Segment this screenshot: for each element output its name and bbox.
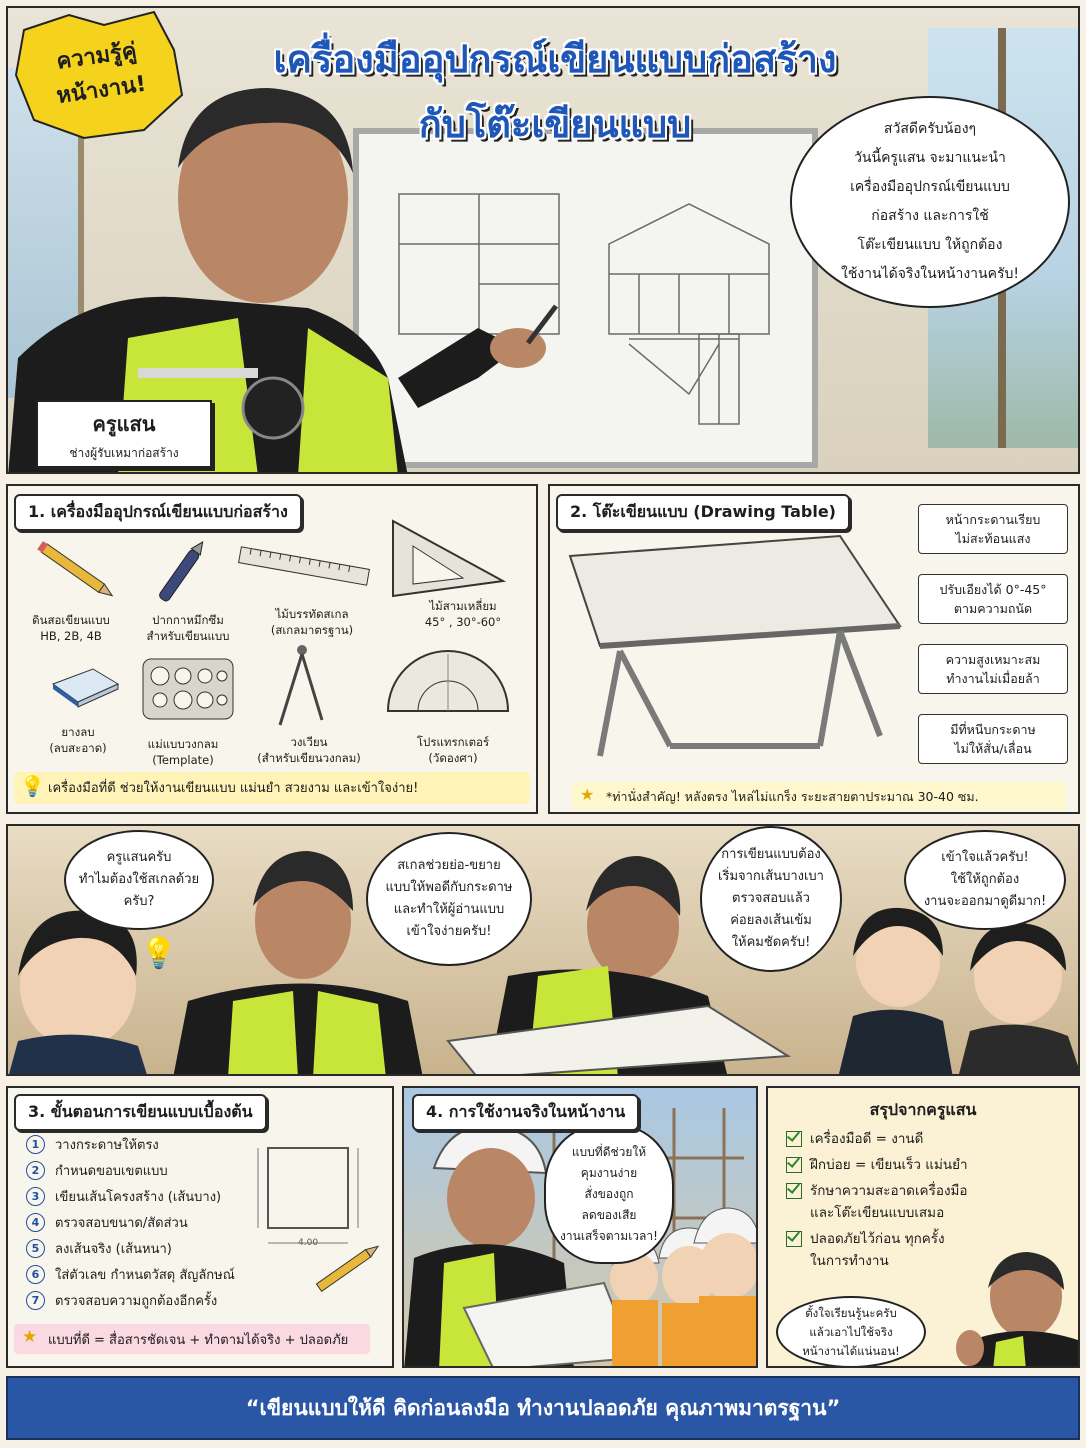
ink-pen-icon [148, 531, 218, 611]
step-number-1: 1 [26, 1135, 45, 1154]
footer-quote: “เขียนแบบให้ดี คิดก่อนลงมือ ทำงานปลอดภัย คุณภาพมาตรฐาน” [245, 1395, 841, 1420]
tool-label-template: แม่แบบวงกลม (Template) [147, 737, 219, 767]
table-note-1: หน้ากระดานเรียบ ไม่สะท้อนแสง [918, 504, 1068, 554]
check-icon [786, 1231, 802, 1247]
summary-item-2 [786, 1154, 968, 1176]
star-icon: ★ [22, 1327, 38, 1347]
protractor-icon [383, 646, 513, 716]
tools-panel [6, 484, 538, 814]
scale-ruler-icon [234, 546, 374, 586]
summary-text-3: รักษาความสะอาดเครื่องมือ และโต๊ะเขียนแบบเสมอ [810, 1183, 968, 1221]
step-number-3: 3 [26, 1187, 45, 1206]
comic-answer-2-bubble [700, 826, 842, 972]
title-line-2: กับโต๊ะเขียนแบบ [418, 102, 692, 146]
drawing-table-section-title: 2. โต๊ะเขียนแบบ (Drawing Table) [556, 494, 850, 531]
hero-badge [14, 10, 184, 140]
intro-speech-bubble [790, 96, 1070, 308]
eraser-icon [48, 664, 123, 709]
comic-reply-bubble [904, 830, 1066, 930]
drawing-table-icon [560, 526, 910, 766]
pencil-icon [32, 536, 122, 606]
step-text-2: กำหนดขอบเขตแบบ [55, 1164, 168, 1179]
step-5 [26, 1238, 172, 1259]
check-icon [786, 1131, 802, 1147]
summary-text-2: ฝึกบ่อย = เขียนเร็ว แม่นยำ [810, 1157, 968, 1173]
tool-label-pen: ปากกาหมึกซึม สำหรับเขียนแบบ [146, 613, 230, 643]
tool-label-compass: วงเวียน (สำหรับเขียนวงกลม) [257, 735, 361, 765]
set-square-icon [388, 516, 508, 601]
summary-speech-bubble [776, 1296, 926, 1368]
tool-label-eraser: ยางลบ (ลบสะอาด) [49, 725, 107, 755]
comic-answer-2-text: การเขียนแบบต้อง เริ่มจากเส้นบางเบา ตรวจสอบแล้ว ค่อยลงเส้นเข้ม ให้คมชัดครับ! [718, 847, 824, 950]
step-text-7: ตรวจสอบความถูกต้องอีกครั้ง [55, 1294, 218, 1309]
idea-bulb-icon: 💡 [140, 936, 178, 971]
summary-panel [766, 1086, 1080, 1368]
dimension-label: 4.00 [298, 1238, 319, 1248]
summary-text-4: ปลอดภัยไว้ก่อน ทุกครั้ง ในการทำงาน [810, 1231, 945, 1269]
star-icon: ★ [580, 785, 595, 804]
summary-title: สรุปจากครูแสน [869, 1100, 977, 1119]
step-7 [26, 1290, 217, 1311]
tools-tip [14, 772, 530, 804]
step-4 [26, 1212, 188, 1233]
footer-banner [6, 1376, 1080, 1440]
lightbulb-icon: 💡 [20, 774, 45, 798]
step-text-4: ตรวจสอบขนาด/สัดส่วน [55, 1216, 188, 1231]
step-1 [26, 1134, 159, 1155]
step-text-5: ลงเส้นจริง (เส้นหนา) [55, 1242, 172, 1257]
step-number-5: 5 [26, 1239, 45, 1258]
table-note-3: ความสูงเหมาะสม ทำงานไม่เมื่อยล้า [918, 644, 1068, 694]
page-title [210, 28, 900, 154]
table-note-2: ปรับเอียงได้ 0°-45° ตามความถนัด [918, 574, 1068, 624]
tool-label-scale: ไม้บรรทัดสเกล (สเกลมาตรฐาน) [270, 607, 354, 637]
step-number-4: 4 [26, 1213, 45, 1232]
summary-teacher-figure [948, 1248, 1080, 1368]
step-6 [26, 1264, 235, 1285]
compass-icon [270, 640, 330, 730]
steps-tip [14, 1324, 370, 1354]
step-3 [26, 1186, 221, 1207]
summary-text-1: เครื่องมือดี = งานดี [810, 1131, 924, 1147]
summary-item-3 [786, 1180, 968, 1224]
tools-tip-text: เครื่องมือที่ดี ช่วยให้งานเขียนแบบ แม่นยำ สวยงาม และเข้าใจง่าย! [48, 781, 419, 796]
step-number-7: 7 [26, 1291, 45, 1310]
summary-item-4 [786, 1228, 945, 1272]
summary-item-1 [786, 1128, 923, 1150]
drawing-table-panel [548, 484, 1080, 814]
comic-answer-1-bubble [366, 832, 532, 966]
comic-question-bubble [64, 830, 214, 930]
table-tip-text: *ท่านั่งสำคัญ! หลังตรง ไหล่ไม่แกร็ง ระยะสายตาประมาณ 30-40 ซม. [606, 789, 979, 804]
comic-reply-text: เข้าใจแล้วครับ! ใช้ให้ถูกต้อง งานจะออกมาดูดีมาก! [923, 850, 1047, 909]
name-card-name: ครูแสน [92, 412, 156, 436]
steps-section-title: 3. ขั้นตอนการเขียนแบบเบื้องต้น [14, 1094, 267, 1131]
intro-speech-text: สวัสดีครับน้องๆ วันนี้ครูแสน จะมาแนะนำ เครื่องมืออุปกรณ์เขียนแบบ ก่อสร้าง และการใช้ โต๊ะเขียนแบบ ให้ถูกต้อง ใช้งานได้จริงในหน้างานครับ! [840, 121, 1019, 282]
badge-text: ความรู้คู่ หน้างาน! [54, 38, 148, 109]
site-section-title: 4. การใช้งานจริงในหน้างาน [412, 1094, 639, 1131]
tool-label-pencil: ดินสอเขียนแบบ HB, 2B, 4B [32, 613, 110, 643]
comic-answer-1-text: สเกลช่วยย่อ-ขยาย แบบให้พอดีกับกระดาษ และทำให้ผู้อ่านแบบ เข้าใจง่ายครับ! [385, 858, 513, 939]
steps-tip-text: แบบที่ดี = สื่อสารชัดเจน + ทำตามได้จริง + ปลอดภัย [48, 1333, 349, 1348]
check-icon [786, 1157, 802, 1173]
name-card [36, 400, 212, 468]
comic-strip [6, 824, 1080, 1076]
table-note-4: มีที่หนีบกระดาษ ไม่ให้สั่น/เลื่อน [918, 714, 1068, 764]
summary-speech-text: ตั้งใจเรียนรู้นะครับ แล้วเอาไปใช้จริง หน้างานได้แน่นอน! [802, 1305, 900, 1358]
site-speech-text: แบบที่ดีช่วยให้ คุมงานง่าย สั่งของถูก ลดของเสีย งานเสร็จตามเวลา! [560, 1144, 658, 1243]
circle-template-icon [138, 654, 238, 724]
tool-label-protractor: โปรแทรกเตอร์ (วัดองศา) [416, 735, 490, 765]
step-number-2: 2 [26, 1161, 45, 1180]
tool-label-set-square: ไม้สามเหลี่ยม 45° , 30°-60° [424, 599, 502, 629]
table-tip [572, 782, 1066, 810]
tools-section-title: 1. เครื่องมืออุปกรณ์เขียนแบบก่อสร้าง [14, 494, 302, 531]
step-number-6: 6 [26, 1265, 45, 1284]
pencil-small-icon [308, 1238, 388, 1298]
step-text-3: เขียนเส้นโครงสร้าง (เส้นบาง) [55, 1190, 222, 1205]
site-speech-bubble [544, 1124, 674, 1264]
check-icon [786, 1183, 802, 1199]
step-text-6: ใส่ตัวเลข กำหนดวัสดุ สัญลักษณ์ [55, 1268, 235, 1283]
name-card-role: ช่างผู้รับเหมาก่อสร้าง [69, 446, 179, 460]
comic-question-text: ครูแสนครับ ทำไมต้องใช้สเกลด้วย ครับ? [78, 850, 200, 909]
step-2 [26, 1160, 168, 1181]
step-text-1: วางกระดาษให้ตรง [55, 1138, 159, 1153]
title-line-1: เครื่องมืออุปกรณ์เขียนแบบก่อสร้าง [273, 37, 837, 81]
